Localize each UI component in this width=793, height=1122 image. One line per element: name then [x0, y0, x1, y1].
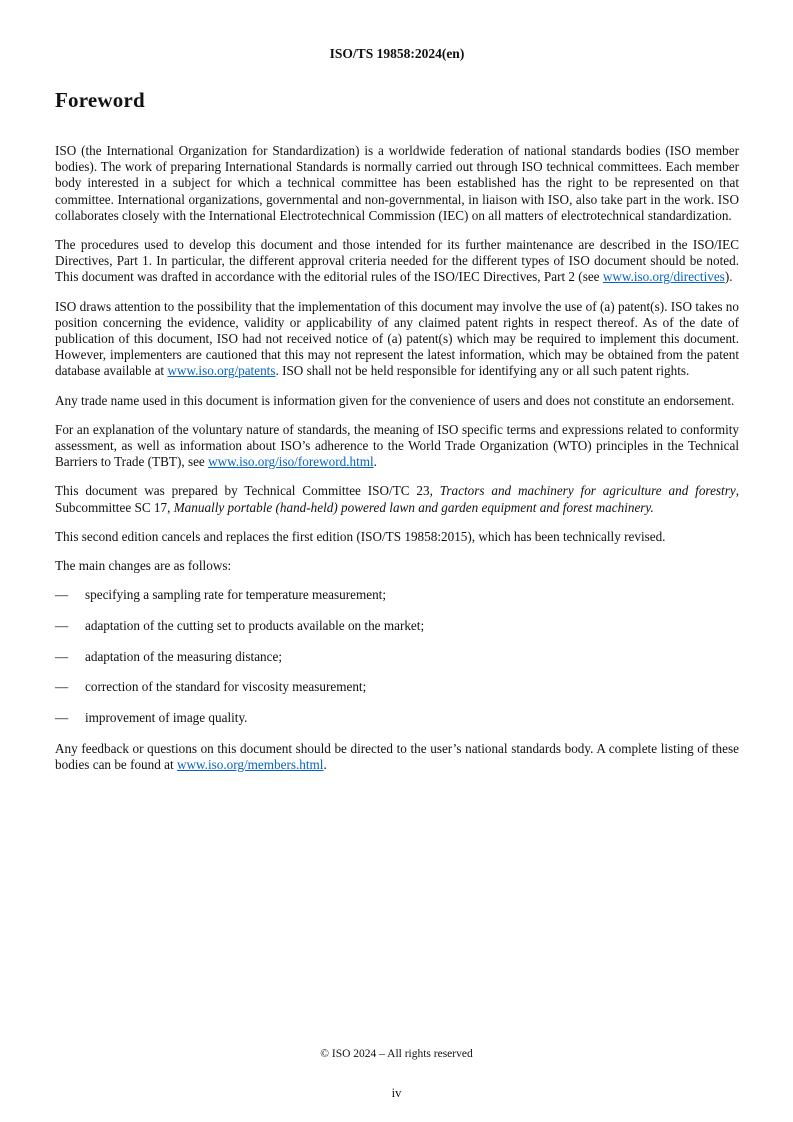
paragraph-iso-federation: [55, 143, 739, 224]
list-dash: —: [55, 648, 69, 664]
page-content: [55, 0, 739, 786]
list-dash: —: [55, 587, 69, 603]
list-item-text: specifying a sampling rate for temperature measurement;: [85, 587, 386, 603]
text-run: Any feedback or questions on this document should be directed to the user’s national standards body. A complete listing of these bodies can be found at: [55, 740, 739, 772]
text-run: For an explanation of the voluntary nature of standards, the meaning of ISO specific terms and expressions related to conformity assessment, as well as information about ISO’s adherence to the World Trade Organization (WTO) principles in the Technical Barriers to Trade (TBT), see: [55, 421, 739, 470]
paragraph-main-changes-intro: [55, 558, 739, 574]
text-run: . ISO shall not be held responsible for identifying any or all such patent rights.: [275, 363, 690, 379]
text-run: Any trade name used in this document is information given for the convenience of users and does not constitute an endorsement.: [55, 392, 735, 408]
text-run: The procedures used to develop this document and those intended for its further maintenance are described in the ISO/IEC Directives, Part 1. In particular, the different approval criteria needed for the different types of ISO document should be noted. This document was drafted in accordance with the editorial rules of the ISO/IEC Directives, Part 2 (see: [55, 237, 739, 285]
list-item-text: adaptation of the measuring distance;: [85, 648, 283, 664]
paragraph-procedures: [55, 237, 739, 286]
copyright-notice: © ISO 2024 – All rights reserved: [320, 1048, 473, 1060]
list-dash: —: [55, 617, 69, 633]
text-run: This document was prepared by Technical Committee ISO/TC 23,: [55, 483, 440, 499]
italic-text: Manually portable (hand-held) powered lawn and garden equipment and forest machinery.: [173, 499, 654, 515]
list-item: [55, 649, 739, 665]
text-run: ISO (the International Organization for Standardization) is a worldwide federation of national standards bodies (ISO member bodies). The work of preparing International Standards is normally carried out through ISO technical committees. Each member body interested in a subject for which a technical committee has been established has the right to be represented on that committee. International organizations, governmental and non-governmental, in liaison with ISO, also take part in the work. ISO collaborates closely with the International Electrotechnical Commission (IEC) on all matters of electrotechnical standardization.: [55, 143, 739, 223]
list-dash: —: [55, 710, 69, 726]
paragraph-feedback: [55, 741, 739, 773]
italic-text: Tractors and machinery for agriculture and forestry: [439, 483, 736, 499]
paragraph-wto: [55, 422, 739, 471]
list-item: [55, 679, 739, 695]
paragraph-committee: [55, 483, 739, 515]
hyperlink[interactable]: www.iso.org/iso/foreword.html: [208, 454, 374, 470]
page-number: iv: [391, 1086, 402, 1100]
page-title: Foreword: [55, 88, 145, 112]
paragraph-patents: [55, 299, 739, 380]
text-run: ).: [724, 269, 733, 285]
list-item: [55, 710, 739, 726]
list-item-text: correction of the standard for viscosity measurement;: [85, 679, 367, 695]
hyperlink[interactable]: www.iso.org/directives: [602, 269, 725, 285]
text-run: ISO draws attention to the possibility that the implementation of this document may involve the use of (a) patent(s). ISO takes no position concerning the evidence, validity or applicability of any claimed patent rights in respect thereof. As of the date of publication of this document, ISO had not received notice of (a) patent(s) which may be required to implement this document. However, implementers are cautioned that this may not represent the latest information, which may be obtained from the patent database available at: [55, 298, 739, 379]
paragraph-second-edition: [55, 529, 739, 545]
text-run: The main changes are as follows:: [55, 558, 232, 574]
hyperlink[interactable]: www.iso.org/members.html: [176, 756, 324, 772]
document-header: ISO/TS 19858:2024(en): [329, 46, 465, 61]
text-run: .: [323, 756, 327, 772]
paragraph-trade-name: [55, 393, 739, 409]
list-item: [55, 618, 739, 634]
text-run: , Subcommittee SC 17,: [55, 483, 739, 515]
list-dash: —: [55, 679, 69, 695]
list-item-text: adaptation of the cutting set to products available on the market;: [85, 617, 425, 633]
text-run: .: [373, 454, 377, 470]
text-run: This second edition cancels and replaces the first edition (ISO/TS 19858:2015), which has been technically revised.: [55, 528, 666, 544]
list-item-text: improvement of image quality.: [85, 710, 248, 726]
hyperlink[interactable]: www.iso.org/patents: [167, 363, 276, 379]
list-item: [55, 587, 739, 603]
